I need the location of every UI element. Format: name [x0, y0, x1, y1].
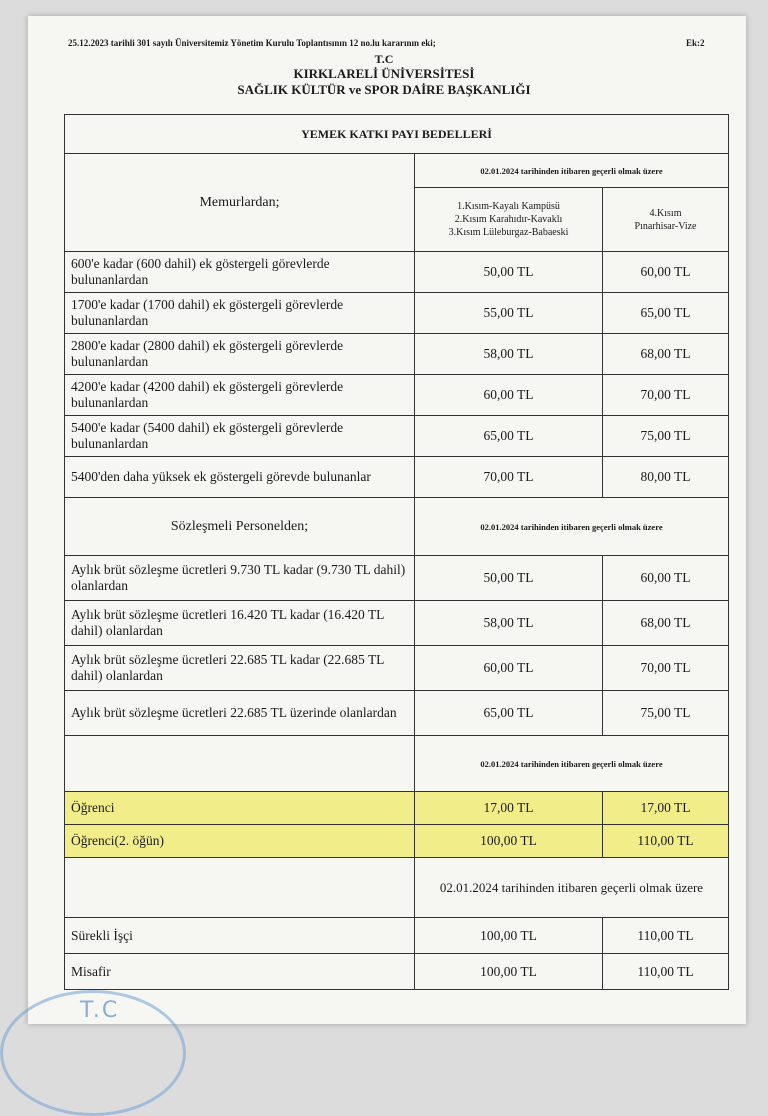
row-description: Aylık brüt sözleşme ücretleri 16.420 TL kadar (16.420 TL dahil) olanlardan — [65, 601, 415, 646]
row-description: 5400'e kadar (5400 dahil) ek göstergeli görevlerde bulunanlardan — [65, 416, 415, 457]
stamp-text: T.C — [80, 998, 120, 1023]
row-description: Aylık brüt sözleşme ücretleri 22.685 TL kadar (22.685 TL dahil) olanlardan — [65, 646, 415, 691]
row-description: 5400'den daha yüksek ek göstergeli görevde bulunanlar — [65, 457, 415, 498]
validity-note: 02.01.2024 tarihinden itibaren geçerli olmak üzere — [415, 736, 729, 792]
row-value-1: 17,00 TL — [415, 792, 603, 825]
header-note: 25.12.2023 tarihli 301 sayılı Üniversitemiz Yönetim Kurulu Toplantısının 12 no.lu kararının eki; — [68, 38, 436, 48]
table-row — [65, 375, 729, 416]
header-tc: T.C — [374, 52, 394, 66]
sozlesmeli-section-label: Sözleşmeli Personelden; — [65, 498, 415, 556]
row-value-1: 100,00 TL — [415, 918, 603, 954]
row-value-1: 58,00 TL — [415, 601, 603, 646]
empty-cell — [65, 858, 415, 918]
campus-line: 3.Kısım Lüleburgaz-Babaeski — [448, 227, 569, 238]
row-value-2: 68,00 TL — [603, 601, 729, 646]
row-value-2: 75,00 TL — [603, 416, 729, 457]
row-description: 4200'e kadar (4200 dahil) ek göstergeli görevlerde bulunanlardan — [65, 375, 415, 416]
row-value-2: 65,00 TL — [603, 293, 729, 334]
row-description: Aylık brüt sözleşme ücretleri 22.685 TL üzerinde olanlardan — [65, 691, 415, 736]
row-value-2: 68,00 TL — [603, 334, 729, 375]
row-value-2: 110,00 TL — [603, 825, 729, 858]
row-value-2: 70,00 TL — [603, 375, 729, 416]
validity-note: 02.01.2024 tarihinden itibaren geçerli olmak üzere — [415, 858, 729, 918]
row-description: 600'e kadar (600 dahil) ek göstergeli görevlerde bulunanlardan — [65, 252, 415, 293]
row-description: 2800'e kadar (2800 dahil) ek göstergeli görevlerde bulunanlardan — [65, 334, 415, 375]
row-value-1: 50,00 TL — [415, 556, 603, 601]
header-university: KIRKLARELİ ÜNİVERSİTESİ — [293, 66, 475, 81]
row-description: 1700'e kadar (1700 dahil) ek göstergeli görevlerde bulunanlardan — [65, 293, 415, 334]
table-row — [65, 416, 729, 457]
table-row — [65, 457, 729, 498]
row-value-1: 60,00 TL — [415, 646, 603, 691]
table-row — [65, 918, 729, 954]
campus-line: Pınarhisar-Vize — [634, 220, 697, 232]
campus-group-2 — [603, 188, 729, 252]
row-value-2: 60,00 TL — [603, 252, 729, 293]
header-department: SAĞLIK KÜLTÜR ve SPOR DAİRE BAŞKANLIĞI — [237, 82, 531, 97]
table-row — [65, 252, 729, 293]
row-description: Öğrenci(2. öğün) — [65, 825, 415, 858]
campus-line: 2.Kısım Karahıdır-Kavaklı — [454, 214, 563, 225]
row-value-1: 58,00 TL — [415, 334, 603, 375]
empty-cell — [65, 736, 415, 792]
row-value-2: 70,00 TL — [603, 646, 729, 691]
table-row — [65, 334, 729, 375]
table-title: YEMEK KATKI PAYI BEDELLERİ — [65, 115, 729, 154]
table-row — [65, 792, 729, 825]
row-value-2: 110,00 TL — [603, 954, 729, 990]
row-value-2: 110,00 TL — [603, 918, 729, 954]
annex-label: Ek:2 — [686, 38, 705, 48]
campus-group-1 — [415, 188, 603, 252]
campus-line: 4.Kısım — [649, 207, 682, 219]
row-value-1: 65,00 TL — [415, 691, 603, 736]
row-value-1: 100,00 TL — [415, 825, 603, 858]
memur-section-label: Memurlardan; — [65, 154, 415, 252]
campus-line: 1.Kısım-Kayalı Kampüsü — [457, 201, 560, 212]
table-row — [65, 556, 729, 601]
fee-table — [64, 114, 729, 990]
row-value-1: 50,00 TL — [415, 252, 603, 293]
row-value-1: 100,00 TL — [415, 954, 603, 990]
table-row — [65, 691, 729, 736]
row-description: Öğrenci — [65, 792, 415, 825]
validity-note: 02.01.2024 tarihinden itibaren geçerli olmak üzere — [415, 154, 729, 188]
table-row — [65, 293, 729, 334]
row-value-1: 55,00 TL — [415, 293, 603, 334]
row-value-1: 70,00 TL — [415, 457, 603, 498]
row-description: Sürekli İşçi — [65, 918, 415, 954]
row-value-1: 60,00 TL — [415, 375, 603, 416]
row-value-2: 17,00 TL — [603, 792, 729, 825]
row-value-2: 60,00 TL — [603, 556, 729, 601]
table-row — [65, 601, 729, 646]
row-value-1: 65,00 TL — [415, 416, 603, 457]
row-description: Aylık brüt sözleşme ücretleri 9.730 TL kadar (9.730 TL dahil) olanlardan — [65, 556, 415, 601]
row-value-2: 80,00 TL — [603, 457, 729, 498]
row-value-2: 75,00 TL — [603, 691, 729, 736]
row-description: Misafir — [65, 954, 415, 990]
table-row — [65, 954, 729, 990]
table-row — [65, 646, 729, 691]
table-row — [65, 825, 729, 858]
validity-note: 02.01.2024 tarihinden itibaren geçerli olmak üzere — [415, 498, 729, 556]
